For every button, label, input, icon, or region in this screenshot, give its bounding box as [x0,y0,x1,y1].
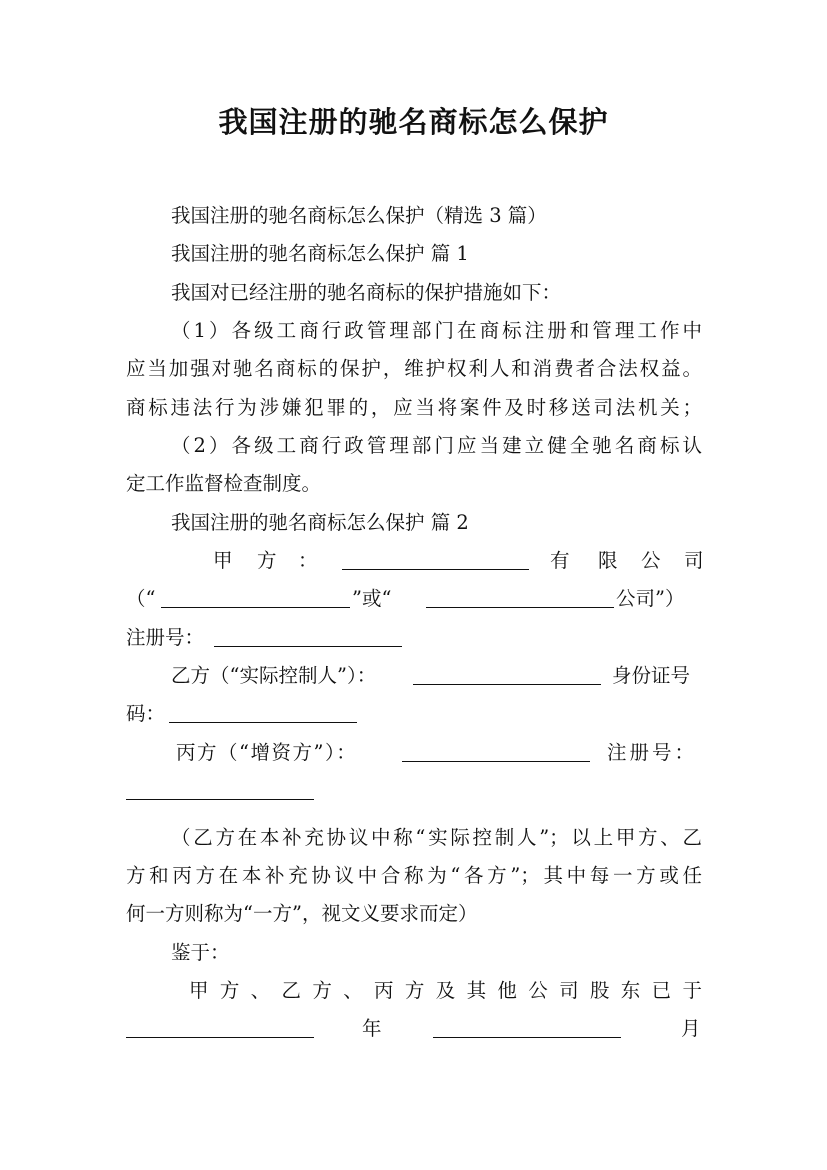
reg-number-label: 注册号： [126,626,205,649]
party-a-char: 有 [550,549,570,572]
abbrev-open: （“ [126,587,156,610]
party-a-char: 限 [598,549,618,572]
party-a-char: 方 [257,549,277,572]
fill-blank[interactable] [426,588,614,608]
paragraph-line: 定工作监督检查制度。 [126,472,322,495]
year-label: 年 [362,1017,382,1040]
id-number-label-cont: 码： [126,702,166,725]
party-a-char: 甲 [213,549,233,572]
paragraph-line: 我国注册的驰名商标怎么保护 篇 2 [171,511,469,534]
month-label: 月 [681,1017,701,1040]
party-a-colon: ： [298,549,318,572]
abbrev-close: 公司”） [616,587,685,610]
paragraph-line: 商标违法行为涉嫌犯罪的，应当将案件及时移送司法机关； [126,396,702,419]
fill-blank[interactable] [126,780,314,800]
party-a-char: 公 [641,549,661,572]
document-title: 我国注册的驰名商标怎么保护 [218,105,609,139]
paragraph-line: 鉴于： [171,941,230,964]
party-c-label: 丙方（“增资方”）： [176,741,358,764]
paragraph-line: 应当加强对驰名商标的保护，维护权利人和消费者合法权益。 [126,357,702,380]
paragraph-line: 我国注册的驰名商标怎么保护（精选 3 篇） [171,204,547,227]
reg-number-label: 注册号： [607,741,698,764]
party-b-label: 乙方（“实际控制人”）： [171,664,377,687]
paragraph-line: 我国对已经注册的驰名商标的保护措施如下： [171,281,562,304]
fill-blank[interactable] [413,665,601,685]
fill-blank[interactable] [161,588,350,608]
paragraph-line: 我国注册的驰名商标怎么保护 篇 1 [171,242,469,265]
fill-blank[interactable] [214,627,402,647]
paragraph-line: 何一方则称为“一方”，视文义要求而定） [126,902,478,925]
id-number-label: 身份证号 [612,664,691,687]
paragraph-line: 甲方、乙方、丙方及其他公司股东已于 [189,979,702,1002]
fill-blank[interactable] [169,703,357,723]
fill-blank[interactable] [342,550,529,570]
fill-blank[interactable] [402,742,590,762]
paragraph-line: （2）各级工商行政管理部门应当建立健全驰名商标认 [171,434,702,457]
paragraph-line: （1）各级工商行政管理部门在商标注册和管理工作中 [171,319,702,342]
paragraph-line: 方和丙方在本补充协议中合称为“各方”；其中每一方或任 [126,864,702,887]
paragraph-line: （乙方在本补充协议中称“实际控制人”；以上甲方、乙 [171,826,702,849]
party-a-char: 司 [684,549,704,572]
fill-blank[interactable] [126,1018,314,1038]
fill-blank[interactable] [433,1018,621,1038]
abbrev-middle: ”或“ [352,587,392,610]
